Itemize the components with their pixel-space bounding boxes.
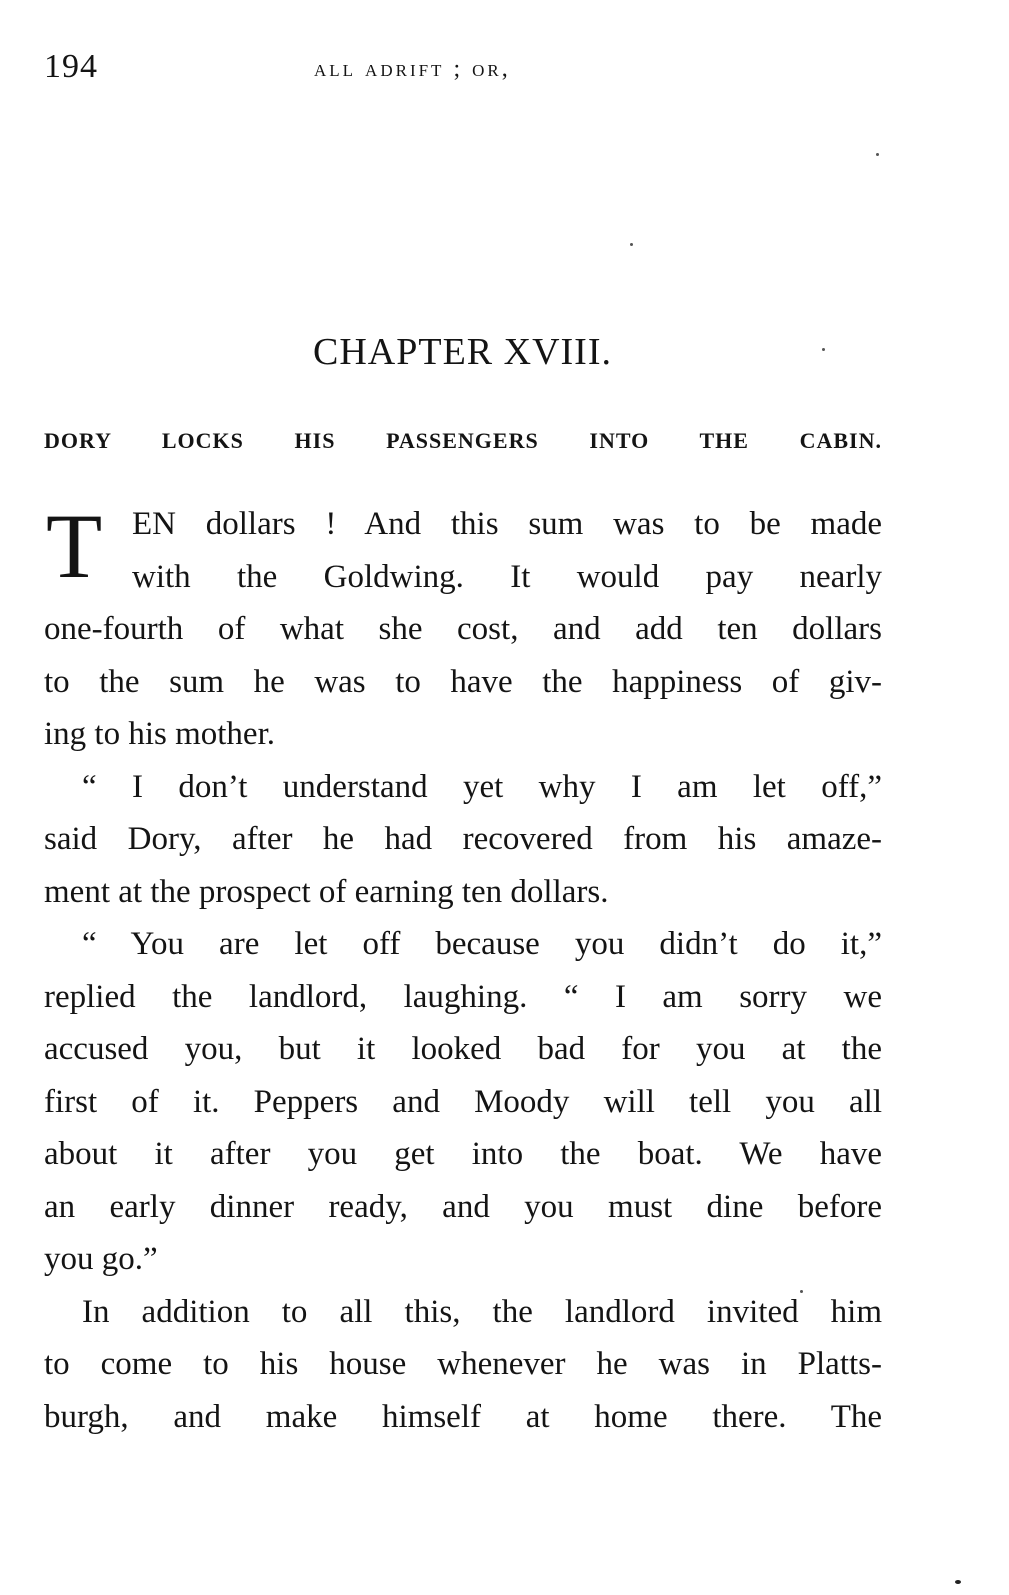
text-line: ment at the prospect of earning ten dollars. (44, 873, 609, 910)
scan-speck (955, 1580, 961, 1584)
scan-speck (800, 1290, 803, 1293)
text-line: EN dollars ! And this sum was to be made (132, 506, 882, 542)
body-text (44, 495, 882, 1443)
scan-speck (822, 348, 825, 351)
text-line: “ You are let off because you didn’t do it,” (82, 926, 882, 962)
page-number: 194 (44, 48, 98, 85)
text-line: “ I don’t understand yet why I am let off,” (82, 768, 882, 805)
text-line: accused you, but it looked bad for you at the (44, 1031, 882, 1067)
running-title: all adrift ; or, (314, 56, 511, 82)
text-line: burgh, and make himself at home there. The (44, 1398, 882, 1435)
text-line: to the sum he was to have the happiness of giv- (44, 663, 882, 700)
text-line: an early dinner ready, and you must dine before (44, 1188, 882, 1225)
text-line: first of it. Peppers and Moody will tell you all (44, 1083, 882, 1120)
text-line: ing to his mother. (44, 716, 275, 752)
scan-speck (630, 243, 633, 246)
chapter-title: CHAPTER XVIII. (313, 331, 612, 373)
chapter-subtitle: DORY LOCKS HIS PASSENGERS INTO THE CABIN. (44, 428, 882, 453)
running-head (44, 48, 884, 98)
text-line: In addition to all this, the landlord invited him (82, 1293, 882, 1330)
drop-cap: T (46, 495, 103, 597)
scan-speck (876, 153, 879, 156)
text-line: said Dory, after he had recovered from his amaze- (44, 821, 882, 857)
text-line: you go.” (44, 1241, 158, 1277)
text-line: replied the landlord, laughing. “ I am sorry we (44, 978, 882, 1015)
text-line: with the Goldwing. It would pay nearly (132, 558, 882, 595)
text-line: one-fourth of what she cost, and add ten dollars (44, 611, 882, 647)
text-line: about it after you get into the boat. We have (44, 1136, 882, 1172)
text-line: to come to his house whenever he was in Platts- (44, 1346, 882, 1382)
